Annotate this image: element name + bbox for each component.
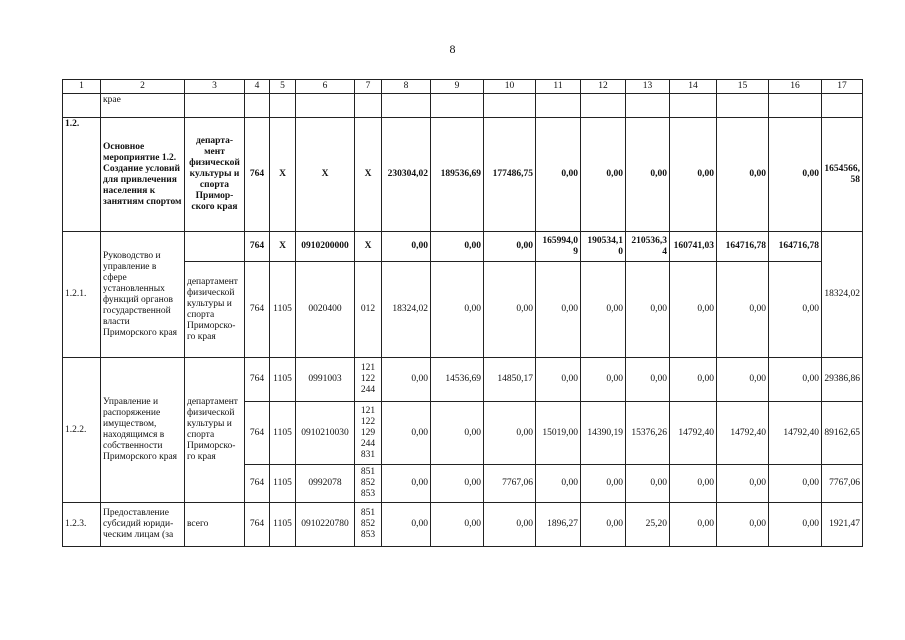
value-cell: 14792,40 <box>717 402 769 465</box>
value-cell: 0,00 <box>536 262 581 358</box>
value-cell: 89162,65 <box>822 402 863 465</box>
header-row <box>63 80 863 94</box>
table-row <box>63 94 863 118</box>
value-cell: 7767,06 <box>822 465 863 503</box>
code-cell: Х <box>355 118 382 232</box>
header-cell: 16 <box>769 80 822 94</box>
header-cell: 4 <box>245 80 270 94</box>
expense-type-codes: 851 852 853 <box>355 465 382 503</box>
table-row-1-2-3 <box>63 503 863 547</box>
value-cell: 0,00 <box>769 118 822 232</box>
header-cell: 14 <box>670 80 717 94</box>
value-cell: 0,00 <box>769 503 822 547</box>
header-cell: 3 <box>185 80 245 94</box>
page-number: 8 <box>449 42 456 56</box>
value-cell: 15376,26 <box>626 402 670 465</box>
value-cell: 0,00 <box>382 402 431 465</box>
value-cell: 0,00 <box>484 232 536 262</box>
executor: департа-мент физической культуры и спорта Примор-ского края <box>185 118 245 232</box>
code-cell: 1105 <box>270 262 296 358</box>
code-cell: 0910200000 <box>296 232 355 262</box>
value-cell: 0,00 <box>717 118 769 232</box>
code-cell: Х <box>270 232 296 262</box>
code-cell: 1105 <box>270 503 296 547</box>
value-cell: 0,00 <box>536 118 581 232</box>
expense-type-codes: 851 852 853 <box>355 503 382 547</box>
header-cell: 17 <box>822 80 863 94</box>
value-cell: 190534,10 <box>581 232 626 262</box>
value-cell: 0,00 <box>626 262 670 358</box>
header-cell: 6 <box>296 80 355 94</box>
value-cell: 14792,40 <box>769 402 822 465</box>
value-cell: 0,00 <box>670 465 717 503</box>
code-cell: 764 <box>245 503 270 547</box>
value-cell: 7767,06 <box>484 465 536 503</box>
value-cell: 210536,34 <box>626 232 670 262</box>
value-cell: 0,00 <box>670 503 717 547</box>
item-name: Основное мероприятие 1.2. Создание условий для привлечения населения к занятиям спортом <box>101 118 185 232</box>
code-cell: 764 <box>245 358 270 402</box>
value-cell: 0,00 <box>431 232 484 262</box>
code-cell: 012 <box>355 262 382 358</box>
value-cell: 0,00 <box>581 262 626 358</box>
code-cell: Х <box>355 232 382 262</box>
value-cell: 14536,69 <box>431 358 484 402</box>
value-cell: 0,00 <box>717 465 769 503</box>
value-cell: 0,00 <box>382 232 431 262</box>
item-name: Предоставление субсидий юриди-ческим лицам (за <box>101 503 185 547</box>
value-cell: 18324,02 <box>382 262 431 358</box>
value-cell: 15019,00 <box>536 402 581 465</box>
budget-table <box>62 79 863 547</box>
code-cell: 0020400 <box>296 262 355 358</box>
header-cell: 1 <box>63 80 101 94</box>
value-cell: 0,00 <box>431 402 484 465</box>
code-cell: 1105 <box>270 358 296 402</box>
expense-type-codes: 121 122 129 244 831 <box>355 402 382 465</box>
value-cell: 0,00 <box>382 465 431 503</box>
value-cell: 0,00 <box>431 465 484 503</box>
item-number: 1.2.1. <box>63 232 101 358</box>
value-cell: 1654566,58 <box>822 118 863 232</box>
item-name: крае <box>101 94 185 118</box>
code-cell: 0992078 <box>296 465 355 503</box>
value-cell: 0,00 <box>626 358 670 402</box>
table-row-1-2-2-a <box>63 358 863 402</box>
value-cell: 0,00 <box>717 503 769 547</box>
value-cell: 0,00 <box>717 262 769 358</box>
code-cell: 1105 <box>270 465 296 503</box>
value-cell: 0,00 <box>382 358 431 402</box>
value-cell: 0,00 <box>431 503 484 547</box>
table-row-1-2 <box>63 118 863 232</box>
code-cell: 1105 <box>270 402 296 465</box>
value-cell: 0,00 <box>484 503 536 547</box>
value-cell: 0,00 <box>581 503 626 547</box>
executor: всего <box>185 503 245 547</box>
code-cell: 0910220780 <box>296 503 355 547</box>
item-name: Управление и распоряжение имуществом, находящимся в собственности Приморского края <box>101 358 185 503</box>
header-cell: 9 <box>431 80 484 94</box>
value-cell: 14390,19 <box>581 402 626 465</box>
value-cell: 177486,75 <box>484 118 536 232</box>
value-cell: 0,00 <box>769 465 822 503</box>
header-cell: 13 <box>626 80 670 94</box>
header-cell: 7 <box>355 80 382 94</box>
header-cell: 11 <box>536 80 581 94</box>
table-row-1-2-1-a <box>63 232 863 262</box>
code-cell: Х <box>270 118 296 232</box>
value-cell: 0,00 <box>484 262 536 358</box>
value-cell: 14850,17 <box>484 358 536 402</box>
value-cell: 0,00 <box>536 358 581 402</box>
value-cell: 0,00 <box>670 262 717 358</box>
value-cell: 230304,02 <box>382 118 431 232</box>
value-cell: 1921,47 <box>822 503 863 547</box>
item-number: 1.2.2. <box>63 358 101 503</box>
code-cell: 764 <box>245 402 270 465</box>
value-cell: 29386,86 <box>822 358 863 402</box>
header-cell: 2 <box>101 80 185 94</box>
code-cell: 764 <box>245 118 270 232</box>
value-cell: 0,00 <box>717 358 769 402</box>
code-cell: 764 <box>245 262 270 358</box>
header-cell: 5 <box>270 80 296 94</box>
value-cell: 25,20 <box>626 503 670 547</box>
value-cell: 0,00 <box>581 358 626 402</box>
value-cell: 0,00 <box>626 118 670 232</box>
value-cell: 160741,03 <box>670 232 717 262</box>
value-cell: 0,00 <box>431 262 484 358</box>
value-cell: 0,00 <box>670 118 717 232</box>
code-cell: 764 <box>245 232 270 262</box>
executor: департамент физической культуры и спорта Приморско-го края <box>185 358 245 503</box>
item-number: 1.2.3. <box>63 503 101 547</box>
expense-type-codes: 121 122 244 <box>355 358 382 402</box>
header-cell: 15 <box>717 80 769 94</box>
code-cell: 764 <box>245 465 270 503</box>
value-cell: 165994,09 <box>536 232 581 262</box>
value-cell: 1896,27 <box>536 503 581 547</box>
value-cell: 0,00 <box>382 503 431 547</box>
value-cell: 164716,78 <box>717 232 769 262</box>
code-cell: Х <box>296 118 355 232</box>
value-cell: 18324,02 <box>822 232 863 358</box>
value-cell: 0,00 <box>769 358 822 402</box>
item-name: Руководство и управление в сфере установленных функций органов государственной власти Приморского края <box>101 232 185 358</box>
item-number: 1.2. <box>63 118 101 232</box>
code-cell: 0991003 <box>296 358 355 402</box>
header-cell: 12 <box>581 80 626 94</box>
value-cell: 0,00 <box>769 262 822 358</box>
value-cell: 0,00 <box>581 465 626 503</box>
value-cell: 0,00 <box>484 402 536 465</box>
value-cell: 0,00 <box>670 358 717 402</box>
header-cell: 10 <box>484 80 536 94</box>
value-cell: 164716,78 <box>769 232 822 262</box>
value-cell: 14792,40 <box>670 402 717 465</box>
value-cell: 0,00 <box>626 465 670 503</box>
value-cell: 0,00 <box>581 118 626 232</box>
value-cell: 0,00 <box>536 465 581 503</box>
code-cell: 0910210030 <box>296 402 355 465</box>
header-cell: 8 <box>382 80 431 94</box>
executor: департамент физической культуры и спорта Приморско-го края <box>185 262 245 358</box>
value-cell: 189536,69 <box>431 118 484 232</box>
